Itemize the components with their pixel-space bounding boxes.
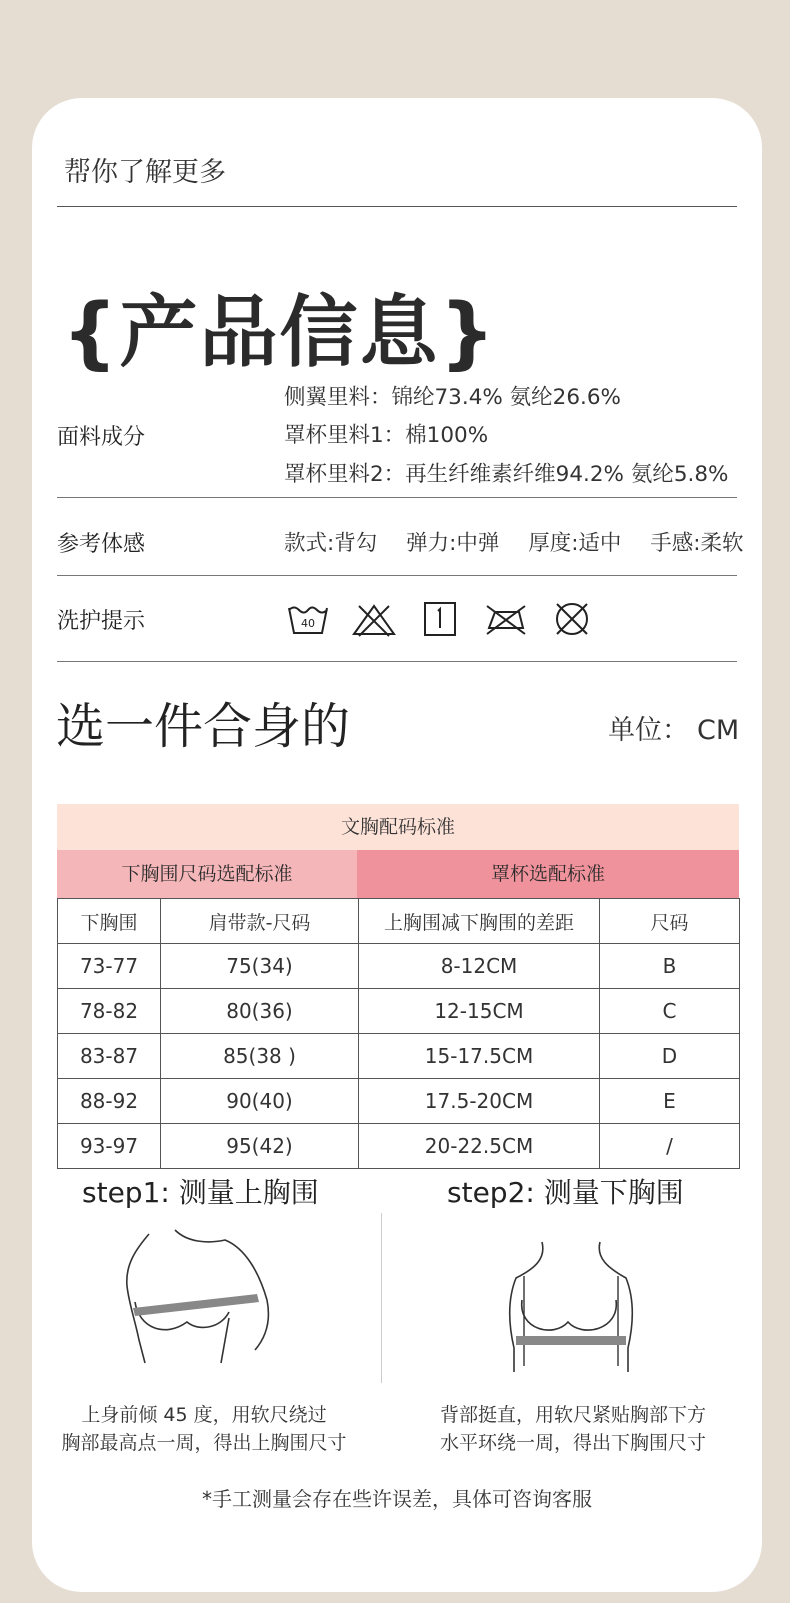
underbust-illustration bbox=[502, 1238, 642, 1378]
table-cell: B bbox=[600, 944, 740, 989]
caption-line: 水平环绕一周，得出下胸围尺寸 bbox=[439, 1432, 706, 1454]
feel-item: 弹力:中弹 bbox=[406, 531, 500, 556]
divider bbox=[57, 206, 737, 207]
feel-item: 手感:柔软 bbox=[650, 531, 744, 556]
table-cell: 93-97 bbox=[58, 1124, 161, 1169]
cup-standard-header: 罩杯选配标准 bbox=[357, 850, 739, 898]
caption-line: 胸部最高点一周，得出上胸围尺寸 bbox=[61, 1432, 347, 1454]
caption-line: 上身前倾 45 度，用软尺绕过 bbox=[81, 1404, 327, 1426]
divider bbox=[57, 575, 737, 576]
step2-title: step2: 测量下胸围 bbox=[447, 1176, 684, 1209]
size-table-title: 文胸配码标准 bbox=[57, 804, 739, 850]
no-bleach-icon bbox=[351, 600, 397, 638]
underbust-standard-header: 下胸围尺码选配标准 bbox=[57, 850, 357, 898]
size-table-grid bbox=[57, 898, 740, 1169]
table-cell: / bbox=[600, 1124, 740, 1169]
table-cell: 95(42) bbox=[161, 1124, 359, 1169]
table-cell: 83-87 bbox=[58, 1034, 161, 1079]
no-dry-clean-icon bbox=[549, 600, 595, 638]
divider bbox=[57, 497, 737, 498]
table-row bbox=[58, 1079, 740, 1124]
product-card bbox=[32, 98, 762, 1592]
table-cell: D bbox=[600, 1034, 740, 1079]
table-cell: 80(36) bbox=[161, 989, 359, 1034]
svg-text:40: 40 bbox=[301, 617, 315, 630]
fit-title: 选一件合身的 bbox=[56, 698, 351, 755]
table-cell: 17.5-20CM bbox=[359, 1079, 600, 1124]
line-dry-icon bbox=[417, 600, 463, 638]
caption-line: 背部挺直，用软尺紧贴胸部下方 bbox=[439, 1404, 706, 1426]
table-cell: 78-82 bbox=[58, 989, 161, 1034]
column-header: 上胸围减下胸围的差距 bbox=[359, 899, 600, 944]
step2-caption bbox=[434, 1401, 712, 1457]
feel-attributes bbox=[284, 526, 766, 557]
size-table-group-headers bbox=[57, 850, 739, 898]
column-header: 尺码 bbox=[600, 899, 740, 944]
table-row bbox=[58, 1124, 740, 1169]
table-row bbox=[58, 944, 740, 989]
no-iron-icon bbox=[483, 600, 529, 638]
step1-caption bbox=[54, 1401, 354, 1457]
table-cell: 15-17.5CM bbox=[359, 1034, 600, 1079]
table-cell: 75(34) bbox=[161, 944, 359, 989]
unit-label bbox=[608, 708, 739, 747]
fabric-label: 面料成分 bbox=[57, 425, 146, 450]
care-icons bbox=[285, 600, 595, 638]
unit-prefix: 单位： bbox=[608, 715, 689, 746]
table-cell: C bbox=[600, 989, 740, 1034]
table-cell: E bbox=[600, 1079, 740, 1124]
table-cell: 12-15CM bbox=[359, 989, 600, 1034]
upper-bust-illustration bbox=[117, 1228, 287, 1373]
table-row bbox=[58, 989, 740, 1034]
table-cell: 20-22.5CM bbox=[359, 1124, 600, 1169]
table-cell: 73-77 bbox=[58, 944, 161, 989]
unit-value: CM bbox=[697, 715, 740, 746]
table-cell: 88-92 bbox=[58, 1079, 161, 1124]
wash-40-icon bbox=[285, 600, 331, 638]
table-row bbox=[58, 1034, 740, 1079]
feel-item: 厚度:适中 bbox=[528, 531, 622, 556]
fabric-line: 侧翼里料：锦纶73.4% 氨纶26.6% bbox=[284, 385, 621, 410]
table-cell: 85(38 ) bbox=[161, 1034, 359, 1079]
fabric-line: 罩杯里料1：棉100% bbox=[284, 423, 489, 448]
table-cell: 8-12CM bbox=[359, 944, 600, 989]
column-header: 下胸围 bbox=[58, 899, 161, 944]
measurement-footnote: *手工测量会存在些许误差，具体可咨询客服 bbox=[202, 1487, 592, 1511]
product-info-title: {产品信息} bbox=[62, 288, 498, 378]
table-cell: 90(40) bbox=[161, 1079, 359, 1124]
section-heading-learn-more: 帮你了解更多 bbox=[64, 157, 226, 188]
column-header: 肩带款-尺码 bbox=[161, 899, 359, 944]
fabric-line: 罩杯里料2：再生纤维素纤维94.2% 氨纶5.8% bbox=[284, 462, 729, 487]
table-header-row bbox=[58, 899, 740, 944]
step-divider bbox=[381, 1213, 382, 1383]
feel-label: 参考体感 bbox=[57, 532, 146, 557]
divider bbox=[57, 661, 737, 662]
step1-title: step1: 测量上胸围 bbox=[82, 1176, 319, 1209]
care-label: 洗护提示 bbox=[57, 609, 146, 634]
feel-item: 款式:背勾 bbox=[284, 531, 378, 556]
size-table bbox=[57, 804, 739, 1169]
